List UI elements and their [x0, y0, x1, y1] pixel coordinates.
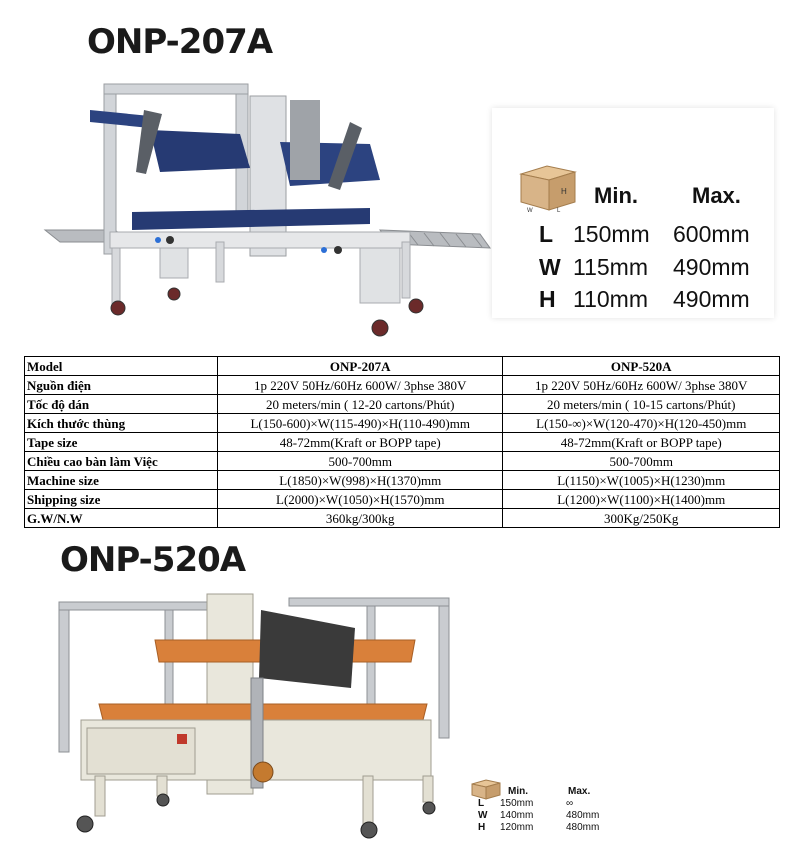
header-col2: ONP-520A: [503, 357, 780, 376]
dim-row-l: [478, 798, 618, 810]
machine1-image: [40, 82, 495, 340]
row-label: Chiều cao bàn làm Việc: [25, 452, 218, 471]
svg-text:W: W: [527, 208, 533, 212]
row-col2: 300Kg/250Kg: [503, 509, 780, 528]
table-header-row: [25, 357, 780, 376]
dim-min: 110mm: [573, 286, 648, 312]
table-row: [25, 395, 780, 414]
row-col2: 1p 220V 50Hz/60Hz 600W/ 3phse 380V: [503, 376, 780, 395]
dim-key: W: [539, 254, 561, 280]
dim-key: H: [478, 822, 486, 833]
row-label: Shipping size: [25, 490, 218, 509]
table-row: [25, 376, 780, 395]
row-col1: L(1850)×W(998)×H(1370)mm: [218, 471, 503, 490]
machine1-title: ONP-207A: [87, 22, 273, 62]
row-col2: 500-700mm: [503, 452, 780, 471]
row-col1: 500-700mm: [218, 452, 503, 471]
row-col1: 1p 220V 50Hz/60Hz 600W/ 3phse 380V: [218, 376, 503, 395]
dim-min: 140mm: [500, 810, 534, 821]
table-row: [25, 509, 780, 528]
row-col2: L(1200)×W(1100)×H(1400)mm: [503, 490, 780, 509]
min-header: Min.: [508, 786, 528, 797]
row-col2: L(1150)×W(1005)×H(1230)mm: [503, 471, 780, 490]
svg-text:L: L: [557, 208, 561, 212]
dim-min: 120mm: [500, 822, 534, 833]
header-label: Model: [25, 357, 218, 376]
table-row: [25, 471, 780, 490]
machine2-title: ONP-520A: [60, 540, 246, 580]
carton-box-icon: [517, 160, 579, 212]
dim-row-w: [478, 810, 618, 822]
min-header: Min.: [594, 183, 638, 208]
row-col1: L(2000)×W(1050)×H(1570)mm: [218, 490, 503, 509]
row-col2: 20 meters/min ( 10-15 cartons/Phút): [503, 395, 780, 414]
dim-min: 150mm: [573, 221, 650, 247]
row-label: Tape size: [25, 433, 218, 452]
row-label: Tốc độ dán: [25, 395, 218, 414]
row-label: G.W/N.W: [25, 509, 218, 528]
table-row: [25, 414, 780, 433]
table-row: [25, 433, 780, 452]
dim-max: 490mm: [673, 286, 750, 312]
max-header: Max.: [692, 183, 741, 208]
row-col1: 20 meters/min ( 12-20 cartons/Phút): [218, 395, 503, 414]
svg-text:H: H: [561, 187, 567, 196]
row-col1: 360kg/300kg: [218, 509, 503, 528]
row-col1: L(150-600)×W(115-490)×H(110-490)mm: [218, 414, 503, 433]
table-row: [25, 452, 780, 471]
row-col2: L(150-∞)×W(120-470)×H(120-450)mm: [503, 414, 780, 433]
machine2-image: [55, 588, 455, 840]
dimension-card-1: [492, 108, 774, 318]
dimension-card-2: [464, 776, 616, 836]
dim-min: 150mm: [500, 798, 534, 809]
dim-max: 480mm: [566, 822, 600, 833]
dim-row-h: [478, 822, 618, 834]
dim-max: ∞: [566, 798, 574, 809]
dim-key: L: [478, 798, 485, 809]
spec-table: [24, 356, 780, 528]
carton-box-icon: [470, 778, 502, 800]
dim-max: 480mm: [566, 810, 600, 821]
dim-key: W: [478, 810, 488, 821]
row-col1: 48-72mm(Kraft or BOPP tape): [218, 433, 503, 452]
max-header: Max.: [568, 786, 591, 797]
dim-min: 115mm: [573, 254, 648, 280]
table-row: [25, 490, 780, 509]
dim-key: H: [539, 286, 556, 312]
header-col1: ONP-207A: [218, 357, 503, 376]
dim-max: 600mm: [673, 221, 750, 247]
dim-key: L: [539, 221, 554, 247]
row-label: Nguồn điện: [25, 376, 218, 395]
row-label: Machine size: [25, 471, 218, 490]
dim-max: 490mm: [673, 254, 750, 280]
row-label: Kích thước thùng: [25, 414, 218, 433]
row-col2: 48-72mm(Kraft or BOPP tape): [503, 433, 780, 452]
